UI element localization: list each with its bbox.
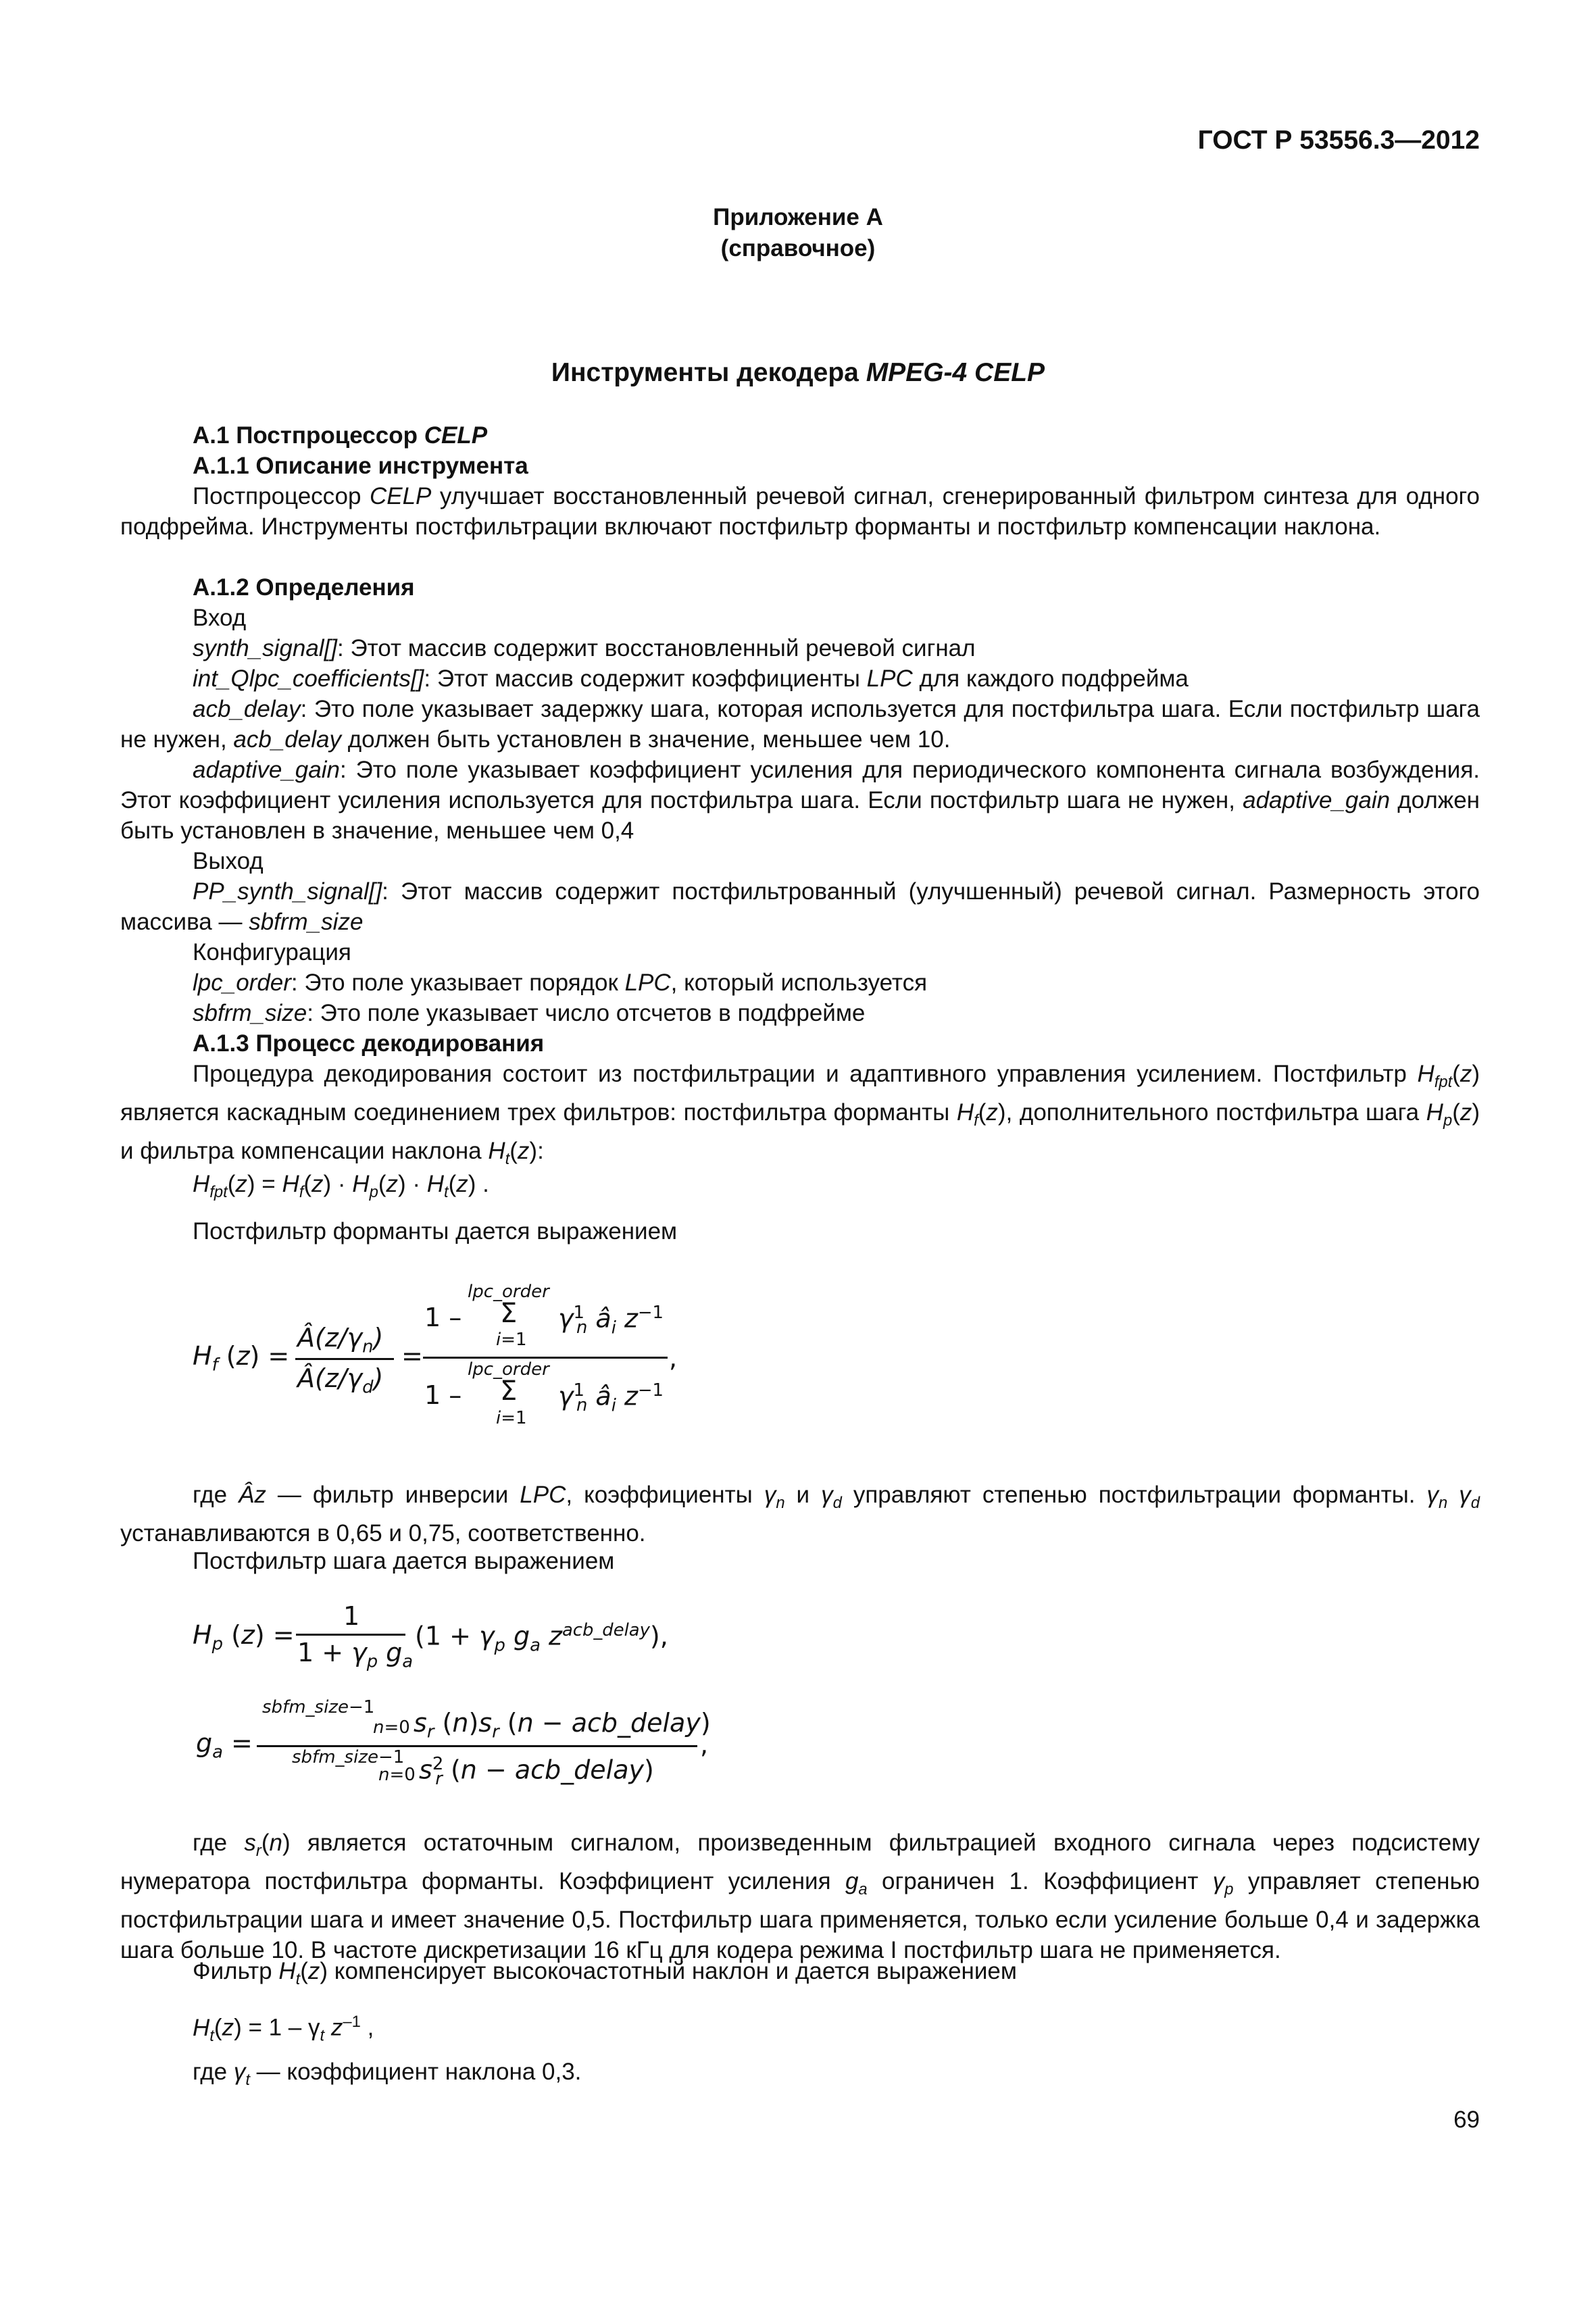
- eq-tilt-text: = 1 – γ: [248, 2014, 320, 2041]
- paragraph-where-az: где Âz — фильтр инверсии LPC, коэффициенты $\gamma_n$ и $\gamma_d$ управляют степенью постфильтрации форманты. $\gamma_n$ $\gamma_d$ устанавливаются в 0,65 и 0,75, соответственно.: [120, 1482, 1480, 1546]
- equation-tilt: $H_t(z) = 1 - \gamma_t$ $z^{-1}$ ,: [193, 2013, 374, 2045]
- section-a1-italic: CELP: [424, 422, 488, 449]
- def-lpc-order: [193, 967, 927, 998]
- annex-subtitle: (справочное): [720, 235, 876, 261]
- p-decode-a: Процедура декодирования состоит из постфильтрации и адаптивного управления усилением. Постфильтр: [193, 1061, 1418, 1087]
- p-decode-d: и фильтра компенсации наклона: [120, 1138, 489, 1164]
- pw1-c: , коэффициенты: [566, 1482, 764, 1508]
- pw2-d: управляет степенью постфильтрации шага и имеет значение 0,5. Постфильтр шага применяется, только если усиление больше 0,4 и задержка шага больше 10. В частоте дискретизации 16 кГц для кодера режима I постфильтр шага не применяется.: [120, 1868, 1480, 1963]
- h-fpt-symbol: $H_{fpt}$: [1417, 1061, 1453, 1091]
- def-int-qlpc: [193, 663, 1189, 694]
- pw3-a: где: [193, 2059, 234, 2085]
- pitch-intro: Постфильтр шага дается выражением: [193, 1548, 615, 1574]
- def-acb-text: : Это поле указывает задержку шага, которая используется для постфильтра шага. Если постфильтр шага не нужен,: [120, 696, 1480, 753]
- def-synth-name: synth_signal[]: [193, 635, 338, 661]
- section-a1-heading: [193, 420, 487, 451]
- def-acb-name2: acb_delay: [233, 726, 341, 753]
- h-p-symbol: $H_p$: [1426, 1099, 1453, 1130]
- def-lpc-text: : Это поле указывает порядок: [291, 970, 625, 996]
- pw1-d: и: [784, 1482, 822, 1508]
- def-acb-end: должен быть установлен в значение, меньшее чем 10.: [341, 726, 951, 753]
- pw2-b: является остаточным сигналом, произведенным фильтрацией входного сигнала через подсистему нумератора постфильтра форманты. Коэффициент усиления: [120, 1830, 1480, 1894]
- pw2-a: где: [193, 1830, 245, 1856]
- p1-c: улучшает восстановленный речевой сигнал, сгенерированный фильтром синтеза для одного подфрейма. Инструменты постфильтрации включают постфильтр форманты и постфильтр компенсации наклона.: [120, 483, 1480, 540]
- paragraph-decoding: Процедура декодирования состоит из постфильтрации и адаптивного управления усилением. Постфильтр $H_{fpt}(z)$ является каскадным соединением трех фильтров: постфильтра форманты $H_f(z)$, дополнительного постфильтра шага $H_p(z)$ и фильтра компенсации наклона $H_t(z)$:: [120, 1061, 1480, 1168]
- def-intq-text: : Этот массив содержит коэффициенты: [424, 665, 867, 692]
- def-pp-text: : Этот массив содержит постфильтрованный (улучшенный) речевой сигнал. Размерность этого массива —: [120, 878, 1480, 935]
- output-label: Выход: [193, 848, 264, 874]
- def-intq-lpc: LPC: [866, 665, 913, 692]
- def-adapt-name: adaptive_gain: [193, 757, 340, 783]
- formant-intro: Постфильтр форманты дается выражением: [193, 1218, 678, 1244]
- def-intq-end: для каждого подфрейма: [912, 665, 1189, 692]
- section-a13-heading: А.1.3 Процесс декодирования: [193, 1030, 545, 1057]
- def-lpc-name: lpc_order: [193, 970, 291, 996]
- standard-header: ГОСТ Р 53556.3—2012: [1197, 126, 1480, 155]
- def-intq-name: int_Qlpc_coefficients[]: [193, 665, 424, 692]
- def-pp-name2: sbfrm_size: [249, 909, 364, 935]
- p-decode-c: , дополнительного постфильтра шага: [1005, 1099, 1426, 1126]
- chapter-title: [0, 358, 1596, 388]
- tilt-b: компенсирует высокочастотный наклон и дается выражением: [328, 1958, 1017, 1984]
- def-adapt-name2: adaptive_gain: [1243, 787, 1391, 813]
- p1-a: Постпроцессор: [193, 483, 370, 509]
- section-a11-heading: А.1.1 Описание инструмента: [193, 453, 528, 479]
- def-lpc-lpc: LPC: [624, 970, 671, 996]
- pw1-f: устанавливаются в 0,65 и 0,75, соответственно.: [120, 1520, 646, 1546]
- chapter-title-italic: MPEG-4 CELP: [866, 358, 1045, 387]
- paragraph-where-gamma-t: где $\gamma_t$ — коэффициент наклона 0,3.: [193, 2059, 582, 2089]
- pw1-b: — фильтр инверсии: [266, 1482, 520, 1508]
- pw2-c: ограничен 1. Коэффициент: [867, 1868, 1213, 1894]
- h-t-symbol: $H_t$: [488, 1138, 510, 1168]
- pw1-az: Âz: [239, 1482, 266, 1508]
- def-sbfrm-size: [193, 998, 865, 1028]
- def-adapt-end: должен быть установлен в значение, меньшее чем 0,4: [120, 787, 1480, 844]
- def-synth-text: : Этот массив содержит восстановленный речевой сигнал: [337, 635, 976, 661]
- def-lpc-end: , который используется: [670, 970, 928, 996]
- def-adaptive-gain: [120, 755, 1480, 846]
- p-decode-b: является каскадным соединением трех фильтров: постфильтра форманты: [120, 1099, 957, 1126]
- config-label: Конфигурация: [193, 939, 351, 965]
- def-acb-name: acb_delay: [193, 696, 301, 722]
- def-synth-signal: [193, 633, 976, 663]
- def-adapt-text: : Это поле указывает коэффициент усиления для периодического компонента сигнала возбуждения. Этот коэффициент усиления используется для постфильтра шага. Если постфильтр шага не нужен,: [120, 757, 1480, 813]
- def-pp-name: PP_synth_signal[]: [193, 878, 382, 905]
- annex-title: Приложение А: [713, 204, 883, 230]
- def-acb-delay: [120, 694, 1480, 755]
- def-pp-synth: [120, 876, 1480, 937]
- p1-b: CELP: [369, 483, 432, 509]
- tilt-intro: Фильтр $H_t(z)$ компенсирует высокочастотный наклон и дается выражением: [193, 1958, 1017, 1988]
- pw1-a: где: [193, 1482, 239, 1508]
- section-a12-heading: А.1.2 Определения: [193, 574, 415, 601]
- h-f-symbol: $H_f$: [956, 1099, 978, 1130]
- pw1-e: управляют степенью постфильтрации форманты.: [841, 1482, 1416, 1508]
- input-label: Вход: [193, 605, 247, 631]
- def-sbfrm-name: sbfrm_size: [193, 1000, 307, 1026]
- paragraph-description: [120, 481, 1480, 542]
- chapter-title-text: Инструменты декодера: [551, 358, 866, 387]
- pw1-lpc: LPC: [520, 1482, 566, 1508]
- paragraph-where-sr: где $s_r(n)$ является остаточным сигналом, произведенным фильтрацией входного сигнала через подсистему нумератора постфильтра форманты. Коэффициент усиления $g_a$ ограничен 1. Коэффициент $\gamma_p$ управляет степенью постфильтрации шага и имеет значение 0,5. Постфильтр шага применяется, только если усиление больше 0,4 и задержка шага больше 10. В частоте дискретизации 16 кГц для кодера режима I постфильтр шага не применяется.: [120, 1830, 1480, 1963]
- def-sbfrm-text: : Это поле указывает число отсчетов в подфрейме: [307, 1000, 866, 1026]
- tilt-a: Фильтр: [193, 1958, 279, 1984]
- pw3-b: — коэффициент наклона 0,3.: [249, 2059, 582, 2085]
- equation-cascade: $H_{fpt}(z) = H_f(z) \cdot H_p(z) \cdot H_t(z)$ .: [193, 1171, 489, 1201]
- section-a1-text: А.1 Постпроцессор: [193, 422, 424, 449]
- page-number: 69: [1453, 2107, 1480, 2133]
